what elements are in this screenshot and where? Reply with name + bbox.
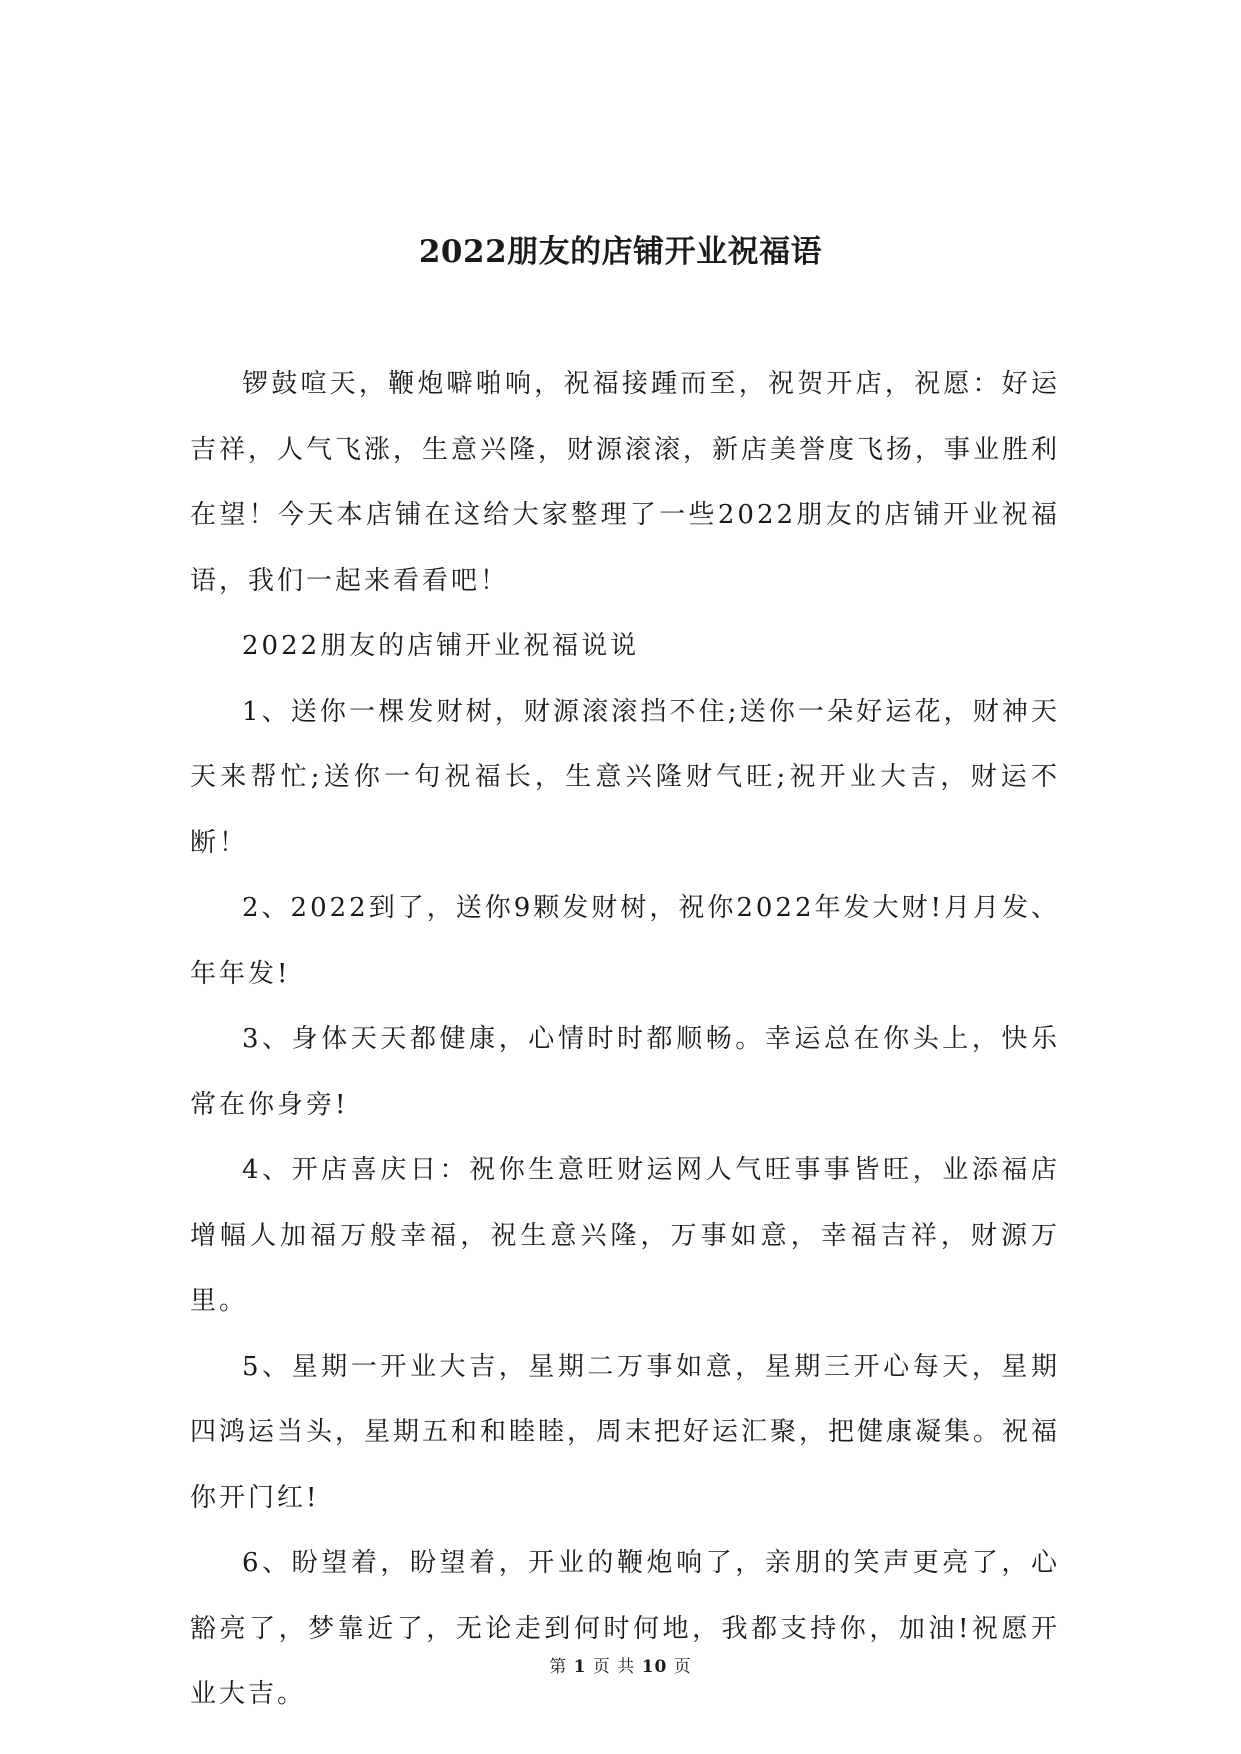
document-title: 2022朋友的店铺开业祝福语 [418,234,823,270]
footer-suffix: 页 [673,1657,692,1677]
blessing-item-2: 2、2022到了，送你9颗发财树，祝你2022年发大财!月月发、年年发! [190,893,1060,989]
footer-prefix: 第 [549,1657,568,1677]
section-heading: 2022朋友的店铺开业祝福说说 [242,631,640,661]
document-body [190,352,1060,1728]
blessing-item-1: 1、送你一棵发财树，财源滚滚挡不住;送你一朵好运花，财神天天来帮忙;送你一句祝福长，生意兴隆财气旺;祝开业大吉，财运不断！ [190,696,1060,858]
intro-paragraph: 锣鼓喧天，鞭炮噼啪响，祝福接踵而至，祝贺开店，祝愿：好运吉祥，人气飞涨，生意兴隆，财源滚滚，新店美誉度飞扬，事业胜利在望！今天本店铺在这给大家整理了一些2022朋友的店铺开业祝福语，我们一起来看看吧！ [190,369,1061,596]
blessing-item-4: 4、开店喜庆日：祝你生意旺财运网人气旺事事皆旺，业添福店增幅人加福万般幸福，祝生意兴隆，万事如意，幸福吉祥，财源万里。 [190,1155,1060,1316]
blessing-item-6: 6、盼望着，盼望着，开业的鞭炮响了，亲朋的笑声更亮了，心豁亮了，梦靠近了，无论走到何时何地，我都支持你，加油!祝愿开业大吉。 [190,1548,1060,1709]
footer-middle: 页 共 [592,1657,636,1677]
blessing-item-3: 3、身体天天都健康，心情时时都顺畅。幸运总在你头上，快乐常在你身旁! [190,1024,1060,1120]
blessing-item-5: 5、星期一开业大吉，星期二万事如意，星期三开心每天，星期四鸿运当头，星期五和和睦睦，周末把好运汇聚，把健康凝集。祝福你开门红! [190,1351,1061,1513]
total-page-count: 10 [641,1657,668,1677]
page-footer [0,1652,1241,1677]
current-page-number: 1 [573,1657,587,1677]
